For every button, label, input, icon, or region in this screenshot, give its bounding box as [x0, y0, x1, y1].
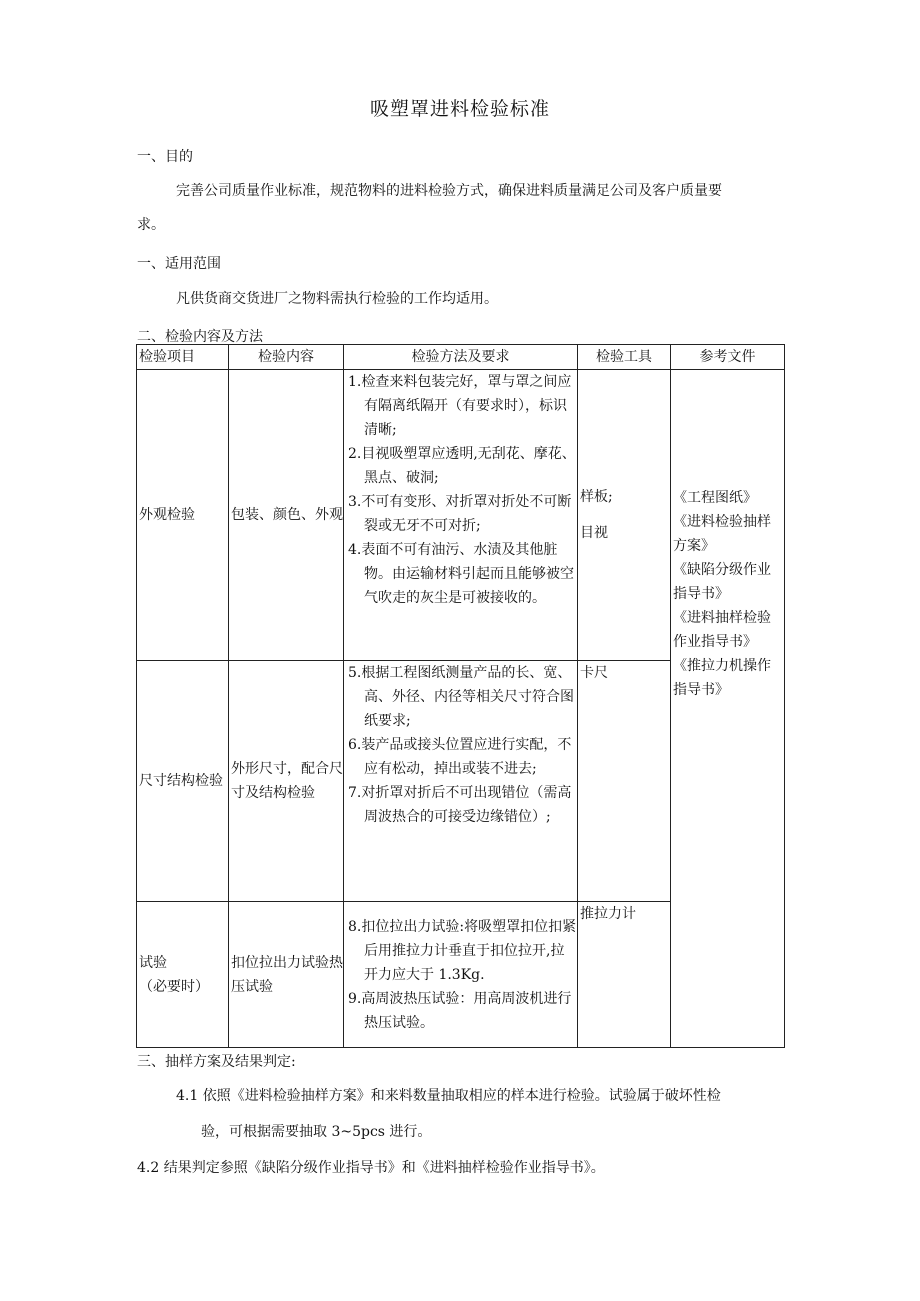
sampling-clause-4-1: 4.1 依照《进料检验抽样方案》和来料数量抽取相应的样本进行检验。试验属于破坏性检	[176, 1088, 721, 1104]
row-methods	[344, 370, 578, 661]
section-scope-heading: 一、适用范围	[137, 256, 221, 272]
row-methods	[344, 661, 578, 902]
page-title: 吸塑罩进料检验标准	[369, 98, 550, 120]
table-header-row	[137, 345, 785, 370]
reference-docs	[671, 370, 785, 1048]
header-reference: 参考文件	[671, 345, 785, 370]
method-item: 1.检查来料包装完好，罩与罩之间应有隔离纸隔开（有要求时），标识清晰;	[348, 374, 572, 438]
sampling-clause-4-1-cont: 验，可根据需要抽取 3~5pcs 进行。	[201, 1124, 432, 1140]
row-item	[137, 902, 229, 1048]
method-item: 3.不可有变形、对折罩对折处不可断裂或无牙不可对折;	[348, 494, 572, 534]
table-row	[137, 370, 785, 661]
row-item: 外观检验	[137, 370, 229, 661]
row-tool	[578, 902, 671, 1048]
method-item: 5.根据工程图纸测量产品的长、宽、高、外径、内径等相关尺寸符合图纸要求;	[348, 665, 574, 729]
tool-text: 目视	[580, 525, 608, 541]
row-content: 外形尺寸，配合尺寸及结构检验	[229, 661, 344, 902]
header-item: 检验项目	[137, 345, 229, 370]
row-tool	[578, 661, 671, 902]
row-item-text: 试验	[139, 954, 167, 971]
section-purpose-text: 完善公司质量作业标准，规范物料的进料检验方式，确保进料质量满足公司及客户质量要	[176, 183, 722, 199]
reference-item: 《进料检验抽样方案》	[673, 513, 771, 554]
reference-item: 《推拉力机操作指导书》	[673, 657, 771, 698]
tool-text: 样板;	[580, 489, 613, 505]
section-inspection-heading: 二、检验内容及方法	[137, 329, 263, 345]
method-item: 7.对折罩对折后不可出现错位（需高周波热合的可接受边缘错位）;	[348, 785, 572, 825]
section-sampling-heading: 三、抽样方案及结果判定:	[137, 1054, 296, 1070]
tool-text: 卡尺	[580, 665, 608, 681]
row-item-note: （必要时）	[139, 978, 209, 995]
row-content: 包装、颜色、外观	[229, 370, 344, 661]
row-tool	[578, 370, 671, 661]
row-item: 尺寸结构检验	[137, 661, 229, 902]
sampling-clause-4-2: 4.2 结果判定参照《缺陷分级作业指导书》和《进料抽样检验作业指导书》。	[137, 1160, 605, 1176]
inspection-table	[136, 344, 785, 1048]
row-methods	[344, 902, 578, 1048]
method-item: 8.扣位拉出力试验:将吸塑罩扣位扣紧后用推拉力计垂直于扣位拉开,拉开力应大于 1.3Kg.	[348, 918, 577, 983]
method-item: 9.高周波热压试验：用高周波机进行热压试验。	[348, 990, 572, 1031]
section-purpose-heading: 一、目的	[137, 149, 193, 165]
tool-text: 推拉力计	[580, 906, 636, 922]
header-method: 检验方法及要求	[344, 345, 578, 370]
reference-item: 《缺陷分级作业指导书》	[673, 561, 771, 602]
method-item: 6.装产品或接头位置应进行实配，不应有松动，掉出或装不进去;	[348, 737, 572, 777]
row-content: 扣位拉出力试验热压试验	[229, 902, 344, 1048]
method-item: 2.目视吸塑罩应透明,无刮花、摩花、黑点、破洞;	[348, 446, 576, 486]
header-tool: 检验工具	[578, 345, 671, 370]
reference-item: 《工程图纸》	[673, 489, 757, 506]
reference-item: 《进料抽样检验作业指导书》	[673, 609, 771, 650]
header-content: 检验内容	[229, 345, 344, 370]
section-scope-text: 凡供货商交货进厂之物料需执行检验的工作均适用。	[176, 291, 498, 307]
method-item: 4.表面不可有油污、水渍及其他脏物。由运输材料引起而且能够被空气吹走的灰尘是可被接收的。	[348, 542, 574, 606]
section-purpose-text-cont: 求。	[137, 217, 165, 233]
